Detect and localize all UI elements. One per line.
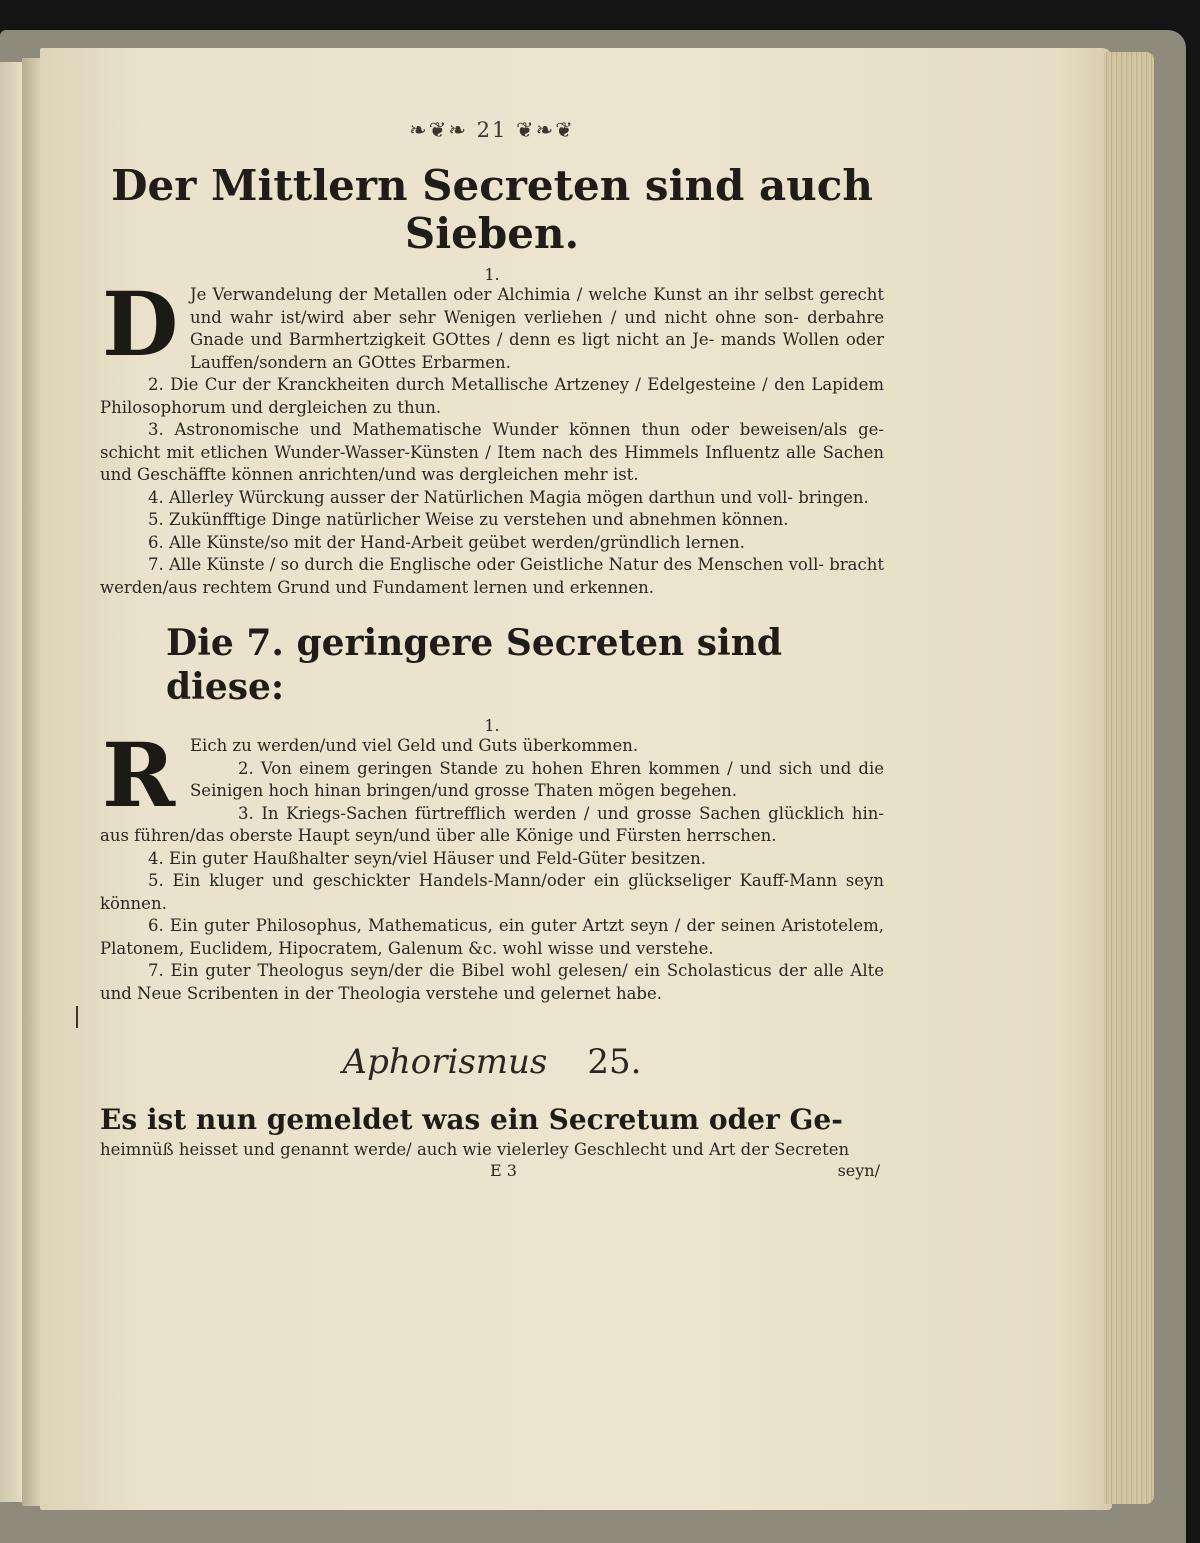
section1-item-7: 7. Alle Künste / so durch die Englische oder Geistliche Natur des Menschen voll- bracht werden/aus rechtem Grund und Fundament lernen und erkennen. — [100, 555, 884, 597]
ornament-left-icon: ❧❦❧ — [409, 118, 468, 142]
catchword: seyn/ — [837, 1161, 880, 1180]
drop-cap-r: R — [102, 723, 176, 827]
closing-continuation: heimnüß heisset und genannt werde/ auch wie vielerley Geschlecht und Art der Secreten — [100, 1140, 850, 1159]
page-footer — [100, 1161, 884, 1180]
section2-item-2: 2. Von einem geringen Stande zu hohen Ehren kommen / und sich und die Seinigen hoch hinan bringen/und grosse Thaten mögen begehen. — [190, 758, 884, 800]
section1-intro-text: Je Verwandelung der Metallen oder Alchimia / welche Kunst an ihr selbst gerecht und wahr ist/wird aber sehr Wenigen verliehen / und nicht ohne son- derbahre Gnade und Barmhertzigkeit GOttes / denn es ligt nicht an Je- mands Wollen oder Lauffen/sondern an GOttes Erbarmen. — [190, 285, 884, 372]
signature-mark: E 3 — [490, 1161, 517, 1180]
section1-item-3: 3. Astronomische und Mathematische Wunder können thun oder beweisen/als ge- schicht mit etlichen Wunder-Wasser-Künsten / Item nach des Himmels Influentz alle Sachen und Geschäffte können anrichten/und was dergleichen mehr ist. — [100, 420, 884, 484]
title-line-1: Der Mittlern Secreten sind auch — [111, 161, 873, 210]
stray-mark — [76, 1006, 78, 1028]
title-2: Die 7. geringere Secreten sind diese: — [166, 622, 783, 708]
section2-item-4: 4. Ein guter Haußhalter seyn/viel Häuser und Feld-Güter besitzen. — [148, 848, 707, 868]
page-content — [100, 118, 884, 1298]
drop-cap-d: D — [102, 272, 179, 376]
page-number: 21 — [476, 118, 508, 142]
section2-item-5: 5. Ein kluger und geschickter Handels-Mann/oder ein glückseliger Kauff-Mann seyn können. — [100, 871, 884, 913]
page-edges — [1104, 52, 1154, 1504]
section1-intro — [100, 272, 884, 376]
section1-item-4: 4. Allerley Würckung ausser der Natürlichen Magia mögen darthun und voll- bringen. — [148, 487, 869, 507]
aphorism-label: Aphorismus — [342, 1042, 548, 1082]
section1-item-5: 5. Zukünfftige Dinge natürlicher Weise zu verstehen und abnehmen können. — [148, 510, 789, 529]
section2-number: 1. — [484, 716, 500, 735]
left-page-edge — [0, 62, 22, 1502]
section1-number: 1. — [484, 265, 500, 284]
section2-intro-text: Eich zu werden/und viel Geld und Guts überkommen. — [190, 736, 639, 755]
closing-lead: Es ist nun gemeldet was ein Secretum oder Ge- — [100, 1103, 843, 1136]
title-line-2: Sieben. — [404, 209, 580, 258]
running-head — [100, 118, 884, 152]
ornament-right-icon: ❦❧❦ — [516, 118, 575, 142]
aphorism-heading — [100, 1041, 884, 1083]
aphorism-number: 25. — [587, 1042, 642, 1082]
section1-item-6: 6. Alle Künste/so mit der Hand-Arbeit geübet werden/gründlich lernen. — [148, 532, 745, 552]
section2-item-7: 7. Ein guter Theologus seyn/der die Bibel wohl gelesen/ ein Scholasticus der alle Alte und Neue Scribenten in der Theologia verstehe und gelernet habe. — [100, 961, 884, 1003]
section1-item-2: 2. Die Cur der Kranckheiten durch Metallische Artzeney / Edelgesteine / den Lapidem Philosophorum und dergleichen zu thun. — [100, 375, 884, 417]
section2-item-6: 6. Ein guter Philosophus, Mathematicus, ein guter Artzt seyn / der seinen Aristotelem, Platonem, Euclidem, Hipocratem, Galenum &c. wohl wisse und verstehe. — [100, 916, 884, 958]
section2-item-3: 3. In Kriegs-Sachen fürtrefflich werden / und grosse Sachen glücklich hin- aus führen/das oberste Haupt seyn/und über alle Könige und Fürsten herrschen. — [100, 803, 884, 845]
